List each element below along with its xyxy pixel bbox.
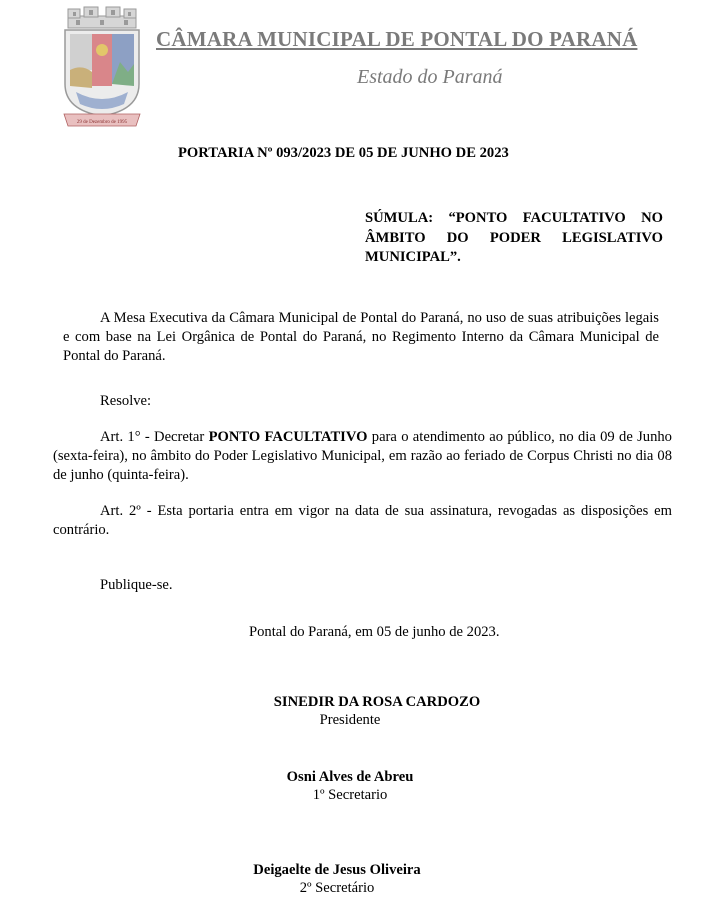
- preamble-paragraph: A Mesa Executiva da Câmara Municipal de Pontal do Paraná, no uso de suas atribuições legais e com base na Lei Orgânica de Pontal do Paraná, no Regimento Interno da Câmara Municipal de Pontal do Paraná.: [63, 310, 659, 364]
- article-1-highlight: PONTO FACULTATIVO: [208, 429, 368, 445]
- place-date-line: Pontal do Paraná, em 05 de junho de 2023.: [249, 624, 500, 640]
- signature-role: 2º Secretário: [299, 880, 375, 896]
- signature-role: 1º Secretario: [312, 787, 388, 803]
- signature-block: [237, 861, 437, 897]
- signature-block: [230, 693, 524, 729]
- article-1-prefix: Art. 1° - Decretar: [100, 429, 209, 445]
- institution-title: CÂMARA MUNICIPAL DE PONTAL DO PARANÁ: [156, 27, 638, 51]
- signature-name: Osni Alves de Abreu: [286, 769, 414, 785]
- document-title: PORTARIA Nº 093/2023 DE 05 DE JUNHO DE 2023: [178, 145, 509, 161]
- article-2-paragraph: Art. 2º - Esta portaria entra em vigor na data de sua assinatura, revogadas as disposições em contrário.: [53, 503, 672, 538]
- article-1-suffix: para o atendimento ao público, no dia 09 de Junho (sexta-feira), no âmbito do Poder Legislativo Municipal, em razão ao feriado de Corpus Christi no dia 08 de junho (quinta-feira).: [53, 429, 672, 483]
- signature-block: [250, 768, 450, 804]
- coat-of-arms-logo: [62, 6, 142, 130]
- resolve-label: Resolve:: [100, 393, 152, 409]
- crest-ribbon-text: 29 de Dezembro de 1995: [76, 120, 128, 125]
- signature-role: Presidente: [319, 712, 381, 728]
- signature-name: Deigaelte de Jesus Oliveira: [253, 862, 421, 878]
- sumula-block: SÚMULA: “PONTO FACULTATIVO NO ÂMBITO DO PODER LEGISLATIVO MUNICIPAL”.: [365, 210, 663, 265]
- article-1-paragraph: [53, 428, 672, 485]
- publish-line: Publique-se.: [100, 577, 173, 593]
- state-subtitle: Estado do Paraná: [357, 66, 503, 88]
- signature-name: SINEDIR DA ROSA CARDOZO: [273, 694, 481, 710]
